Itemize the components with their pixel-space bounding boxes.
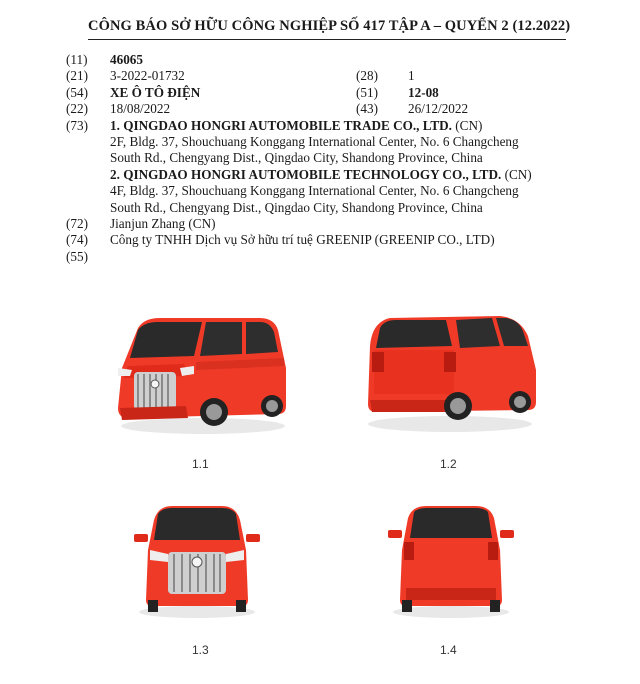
- field-code: (28): [356, 68, 378, 84]
- field-code: (55): [66, 248, 88, 264]
- field-55: [66, 249, 626, 265]
- representative: Công ty TNHH Dịch vụ Sở hữu trí tuệ GREENIP (GREENIP CO., LTD): [110, 232, 495, 248]
- field-code: (73): [66, 117, 88, 133]
- owner-2-address-line-1: 4F, Bldg. 37, Shouchuang Konggang International Center, No. 6 Changcheng: [110, 183, 519, 199]
- owner-1-country: (CN): [451, 117, 483, 133]
- figure-label: 1.4: [440, 643, 457, 657]
- gazette-header: CÔNG BÁO SỞ HỮU CÔNG NGHIỆP SỐ 417 TẬP A – QUYỂN 2 (12.2022): [88, 18, 566, 40]
- field-code: (54): [66, 84, 88, 100]
- car-rear-three-quarter-image: [360, 306, 540, 434]
- field-72: [66, 216, 626, 232]
- field-11: [66, 52, 626, 68]
- design-title: XE Ô TÔ ĐIỆN: [110, 84, 201, 100]
- owner-2-name: 2. QINGDAO HONGRI AUTOMOBILE TECHNOLOGY CO., LTD.: [110, 166, 502, 182]
- field-73: [66, 118, 626, 134]
- field-code: (72): [66, 215, 88, 231]
- owner-2-country: (CN): [501, 166, 532, 182]
- field-code: (22): [66, 101, 88, 117]
- filing-date: 18/08/2022: [110, 101, 171, 117]
- locarno-class: 12-08: [408, 84, 439, 100]
- figure-label: 1.1: [192, 457, 209, 471]
- field-code: (21): [66, 68, 88, 84]
- field-22-43: [66, 101, 626, 117]
- car-front-image: [132, 500, 262, 620]
- application-number: 3-2022-01732: [110, 68, 185, 84]
- design-count: 1: [408, 68, 415, 84]
- registration-number: 46065: [110, 52, 143, 67]
- owner-1-address-line-1: 2F, Bldg. 37, Shouchuang Konggang International Center, No. 6 Changcheng: [110, 133, 519, 149]
- figure-label: 1.2: [440, 457, 457, 471]
- car-rear-image: [386, 500, 516, 620]
- field-code: (74): [66, 232, 88, 248]
- field-21-28: [66, 68, 626, 84]
- field-code: (11): [66, 52, 88, 67]
- field-54-51: [66, 85, 626, 101]
- owner-1-address-line-2: South Rd., Chengyang Dist., Qingdao City, Shandong Province, China: [110, 150, 483, 166]
- owner-2-address-line-2: South Rd., Chengyang Dist., Qingdao City, Shandong Province, China: [110, 199, 483, 215]
- field-code: (43): [356, 101, 378, 117]
- designer: Jianjun Zhang (CN): [110, 215, 216, 231]
- figure-label: 1.3: [192, 643, 209, 657]
- field-code: (51): [356, 84, 378, 100]
- field-74: [66, 232, 626, 248]
- publication-date: 26/12/2022: [408, 101, 469, 117]
- bibliographic-fields: [66, 52, 626, 265]
- owner-1-name: 1. QINGDAO HONGRI AUTOMOBILE TRADE CO., LTD.: [110, 117, 452, 133]
- car-front-three-quarter-image: [108, 306, 290, 438]
